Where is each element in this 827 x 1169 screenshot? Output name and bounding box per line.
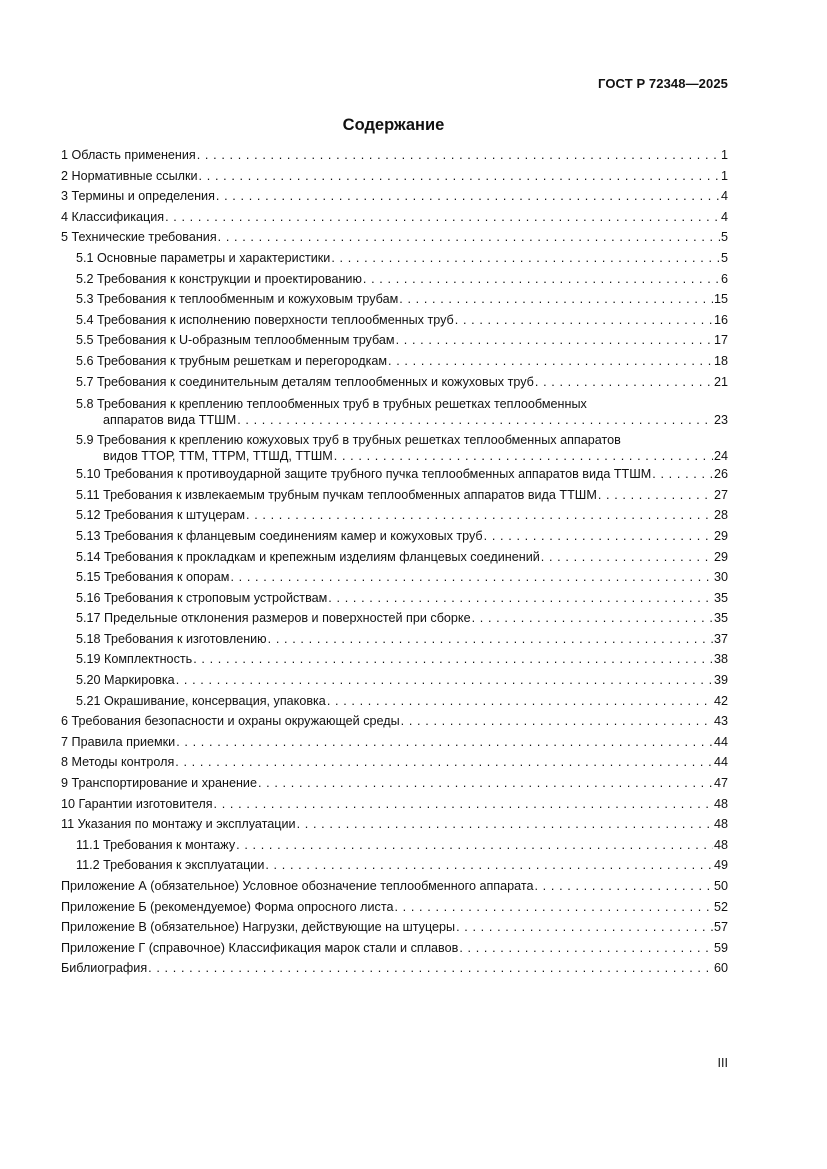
toc-entry-number: 5 <box>61 230 69 245</box>
toc-entry-title: Требования к U-образным теплообменным трубам <box>97 333 395 348</box>
toc-entry-page: 50 <box>713 879 728 893</box>
toc-entry-number: 5.7 <box>76 374 94 389</box>
toc-entry-number: 5.8 <box>76 397 94 412</box>
toc-entry[interactable] <box>61 835 728 856</box>
toc-entry-title: Нормативные ссылки <box>71 168 198 183</box>
dot-leader <box>541 547 713 568</box>
toc-entry-number: 5.17 <box>76 611 101 626</box>
dot-leader <box>396 330 713 351</box>
toc-entry-page: 59 <box>713 940 728 955</box>
toc-entry-number: 5.2 <box>76 271 94 286</box>
dot-leader <box>327 691 713 712</box>
toc-entry-number: Приложение Б <box>61 899 147 914</box>
toc-entry-title: Требования к извлекаемым трубным пучкам теплообменных аппаратов вида ТТШМ <box>103 487 597 502</box>
toc-entry[interactable] <box>61 428 728 464</box>
dot-leader <box>268 629 713 650</box>
dot-leader <box>334 448 713 464</box>
dot-leader <box>197 145 720 166</box>
toc-entry-page: 42 <box>713 693 728 708</box>
toc-entry[interactable] <box>61 691 728 712</box>
toc-entry-title: Требования к креплению теплообменных труб в трубных решетках теплообменных <box>97 397 587 412</box>
dot-leader <box>199 166 720 187</box>
toc-entry-page: 4 <box>720 209 728 224</box>
toc-entry[interactable] <box>61 897 728 918</box>
toc-entry-page: 1 <box>720 148 728 162</box>
toc-entry[interactable] <box>61 588 728 609</box>
toc-entry-page: 30 <box>713 570 728 585</box>
toc-entry[interactable] <box>61 485 728 506</box>
toc-entry-page: 48 <box>713 817 728 832</box>
dot-leader <box>237 412 713 428</box>
toc-entry-title: Окрашивание, консервация, упаковка <box>104 693 326 708</box>
toc-entry-title: Требования к строповым устройствам <box>104 590 328 605</box>
dot-leader <box>148 958 713 979</box>
dot-leader <box>236 835 713 856</box>
toc-entry-page: 16 <box>713 312 728 327</box>
toc-entry[interactable] <box>61 505 728 526</box>
toc-entry[interactable] <box>61 145 728 166</box>
toc-entry-number: 7 <box>61 734 69 749</box>
toc-entry-number: 5.13 <box>76 528 101 543</box>
toc-entry-number: Приложение Г <box>61 940 146 955</box>
dot-leader <box>193 649 713 670</box>
toc-entry[interactable] <box>61 567 728 588</box>
toc-entry[interactable] <box>61 547 728 568</box>
toc-entry[interactable] <box>61 207 728 228</box>
toc-entry-page: 18 <box>713 353 728 368</box>
dot-leader <box>652 464 713 485</box>
toc-entry-number: 5.9 <box>76 433 94 448</box>
toc-entry-page: 21 <box>713 374 728 389</box>
toc-entry-number: 5.19 <box>76 652 101 667</box>
toc-entry-page: 5 <box>720 230 728 245</box>
toc-entry[interactable] <box>61 608 728 629</box>
toc-entry-number: 3 <box>61 189 69 204</box>
toc-entry-page: 17 <box>713 333 728 348</box>
toc-entry-number: 5.18 <box>76 631 101 646</box>
toc-entry-page: 44 <box>713 755 728 770</box>
toc-entry-page: 1 <box>720 168 728 183</box>
toc-entry-number: 4 <box>61 209 69 224</box>
toc-entry[interactable] <box>61 876 728 897</box>
toc-entry-title: Маркировка <box>104 673 175 688</box>
toc-entry-title: (справочное) Классификация марок стали и сплавов <box>148 940 459 955</box>
dot-leader <box>265 855 713 876</box>
toc-entry-number: 9 <box>61 776 69 791</box>
toc-entry-page: 37 <box>713 631 728 646</box>
toc-entry-number: 11 <box>61 817 75 832</box>
toc-entry-number: 6 <box>61 714 69 729</box>
toc-entry-page: 27 <box>713 487 728 502</box>
toc-entry[interactable] <box>61 269 728 290</box>
toc-entry-page: 23 <box>713 413 728 428</box>
dot-leader <box>246 505 713 526</box>
toc-entry-title: Комплектность <box>104 652 193 667</box>
dot-leader <box>394 897 713 918</box>
dot-leader <box>388 351 713 372</box>
toc-entry-title: Правила приемки <box>71 734 176 749</box>
toc-entry[interactable] <box>61 310 728 331</box>
toc-entry[interactable] <box>61 186 728 207</box>
dot-leader <box>459 938 713 959</box>
toc-entry[interactable] <box>61 227 728 248</box>
toc-entry[interactable] <box>61 289 728 310</box>
toc-entry-title: Классификация <box>71 209 165 224</box>
toc-entry-page: 35 <box>713 590 728 605</box>
toc-entry-page: 57 <box>713 920 728 935</box>
toc-entry[interactable] <box>61 917 728 938</box>
toc-entry-title: (обязательное) Условное обозначение теплообменного аппарата <box>150 879 534 893</box>
toc-entry-title: (обязательное) Нагрузки, действующие на штуцеры <box>150 920 456 935</box>
toc-entry-title: Термины и определения <box>71 189 215 204</box>
toc-entry[interactable] <box>61 464 728 485</box>
toc-entry[interactable] <box>61 732 728 753</box>
dot-leader <box>363 269 720 290</box>
dot-leader <box>176 732 713 753</box>
toc-entry-page: 38 <box>713 652 728 667</box>
toc-entry[interactable] <box>61 392 728 428</box>
toc-entry[interactable] <box>61 649 728 670</box>
toc-entry[interactable] <box>61 526 728 547</box>
toc-entry-page: 29 <box>713 549 728 564</box>
toc-entry-page: 29 <box>713 528 728 543</box>
toc-entry-page: 47 <box>713 776 728 791</box>
toc-entry-title: Транспортирование и хранение <box>71 776 257 791</box>
toc-entry-title: Область применения <box>71 148 196 162</box>
toc-entry-number: 8 <box>61 755 69 770</box>
toc-entry-number: 11.1 <box>76 837 100 852</box>
toc-entry[interactable] <box>61 166 728 187</box>
toc-entry-page: 24 <box>713 449 728 464</box>
toc-entry-number: 5.20 <box>76 673 101 688</box>
toc-entry[interactable] <box>61 938 728 959</box>
toc-entry[interactable] <box>61 773 728 794</box>
toc-entry-number: 5.21 <box>76 693 101 708</box>
dot-leader <box>535 372 713 393</box>
toc-entry-page: 15 <box>713 292 728 307</box>
toc-entry-page: 28 <box>713 508 728 523</box>
toc-entry-title: Основные параметры и характеристики <box>97 250 331 265</box>
toc-entry-page: 26 <box>713 467 728 482</box>
toc-entry[interactable] <box>61 958 728 979</box>
toc-entry-page: 48 <box>713 796 728 811</box>
toc-entry-number: Приложение А <box>61 879 147 893</box>
dot-leader <box>484 526 713 547</box>
dot-leader <box>455 310 713 331</box>
dot-leader <box>328 588 713 609</box>
toc-entry-number: 2 <box>61 168 69 183</box>
toc-entry[interactable] <box>61 248 728 269</box>
dot-leader <box>176 670 713 691</box>
toc-entry-title: Требования к штуцерам <box>104 508 246 523</box>
dot-leader <box>218 227 720 248</box>
toc-entry-page: 4 <box>720 189 728 204</box>
toc-entry-page: 43 <box>713 714 728 729</box>
page-number: III <box>717 1056 728 1070</box>
toc-entry-page: 44 <box>713 734 728 749</box>
toc-entry-title: Предельные отклонения размеров и поверхностей при сборке <box>104 611 471 626</box>
toc-entry[interactable] <box>61 752 728 773</box>
toc-entry-number: 5.1 <box>76 250 94 265</box>
toc-entry-title: Требования к противоударной защите трубного пучка теплообменных аппаратов вида ТТШМ <box>104 467 652 482</box>
toc-entry-page: 48 <box>713 837 728 852</box>
toc-entry-number: 10 <box>61 796 76 811</box>
toc-entry-number: 5.5 <box>76 333 94 348</box>
toc-entry-number: Приложение В <box>61 920 147 935</box>
toc-entry-title: (рекомендуемое) Форма опросного листа <box>150 899 394 914</box>
toc-entry-page: 35 <box>713 611 728 626</box>
page-title: Содержание <box>342 116 445 134</box>
standard-designation: ГОСТ Р 72348—2025 <box>598 76 728 91</box>
toc-entry-title: Требования к исполнению поверхности теплообменных труб <box>97 312 454 327</box>
dot-leader <box>456 917 713 938</box>
toc-entry-title: Технические требования <box>71 230 217 245</box>
toc-entry[interactable] <box>61 629 728 650</box>
toc-entry-number: 5.3 <box>76 292 94 307</box>
toc-entry[interactable] <box>61 855 728 876</box>
toc-entry-number: 5.4 <box>76 312 94 327</box>
toc-entry-number: 5.16 <box>76 590 101 605</box>
dot-leader <box>598 485 713 506</box>
dot-leader <box>331 248 720 269</box>
toc-entry-number: 1 <box>61 148 69 162</box>
toc-entry-title: Требования к креплению кожуховых труб в трубных решетках теплообменных аппаратов <box>97 433 621 448</box>
toc-entry-title: Требования к монтажу <box>103 837 236 852</box>
toc-entry-title: Требования к прокладкам и крепежным изделиям фланцевых соединений <box>104 549 540 564</box>
dot-leader <box>401 711 713 732</box>
toc-entry-page: 49 <box>713 858 728 873</box>
toc-entry-title: Требования к эксплуатации <box>103 858 265 873</box>
dot-leader <box>297 814 713 835</box>
toc-entry-title-continued: аппаратов вида ТТШМ <box>103 413 237 428</box>
toc-entry-title-continued: видов ТТОР, ТТМ, ТТРМ, ТТШД, ТТШМ <box>103 449 333 464</box>
toc-entry-title: Требования к конструкции и проектированию <box>97 271 362 286</box>
toc-entry-title: Требования к трубным решеткам и перегородкам <box>97 353 388 368</box>
toc-entry-number: 5.12 <box>76 508 101 523</box>
toc-entry[interactable] <box>61 372 728 393</box>
toc-entry-number: 5.15 <box>76 570 101 585</box>
toc-entry[interactable] <box>61 670 728 691</box>
toc-entry-title: Методы контроля <box>71 755 175 770</box>
toc-entry-number: 5.14 <box>76 549 101 564</box>
toc-entry[interactable] <box>61 330 728 351</box>
toc-entry-page: 6 <box>720 271 728 286</box>
toc-entry-title: Требования к теплообменным и кожуховым трубам <box>97 292 399 307</box>
dot-leader <box>165 207 720 228</box>
toc-entry-number: 5.6 <box>76 353 94 368</box>
toc-entry-title: Требования безопасности и охраны окружающей среды <box>71 714 400 729</box>
toc-entry-page: 39 <box>713 673 728 688</box>
dot-leader <box>216 186 720 207</box>
dot-leader <box>230 567 713 588</box>
toc-entry-number: 11.2 <box>76 858 100 873</box>
toc-entry-page: 60 <box>713 961 728 976</box>
toc-entry-title: Библиография <box>61 961 148 976</box>
dot-leader <box>534 876 713 897</box>
toc-entry[interactable] <box>61 711 728 732</box>
toc-entry-title: Гарантии изготовителя <box>78 796 213 811</box>
toc-entry-title: Требования к изготовлению <box>104 631 267 646</box>
toc-entry-title: Указания по монтажу и эксплуатации <box>77 817 296 832</box>
dot-leader <box>175 752 713 773</box>
toc-entry[interactable] <box>61 794 728 815</box>
toc-entry[interactable] <box>61 351 728 372</box>
toc-entry-number: 5.10 <box>76 467 101 482</box>
dot-leader <box>258 773 713 794</box>
toc-entry-title: Требования к опорам <box>104 570 230 585</box>
toc-entry-page: 52 <box>713 899 728 914</box>
dot-leader <box>399 289 713 310</box>
table-of-contents <box>61 145 728 979</box>
dot-leader <box>472 608 713 629</box>
toc-entry[interactable] <box>61 814 728 835</box>
toc-entry-title: Требования к соединительным деталям теплообменных и кожуховых труб <box>97 374 534 389</box>
toc-entry-title: Требования к фланцевым соединениям камер и кожуховых труб <box>104 528 483 543</box>
dot-leader <box>214 794 713 815</box>
toc-entry-number: 5.11 <box>76 487 100 502</box>
toc-entry-page: 5 <box>720 250 728 265</box>
